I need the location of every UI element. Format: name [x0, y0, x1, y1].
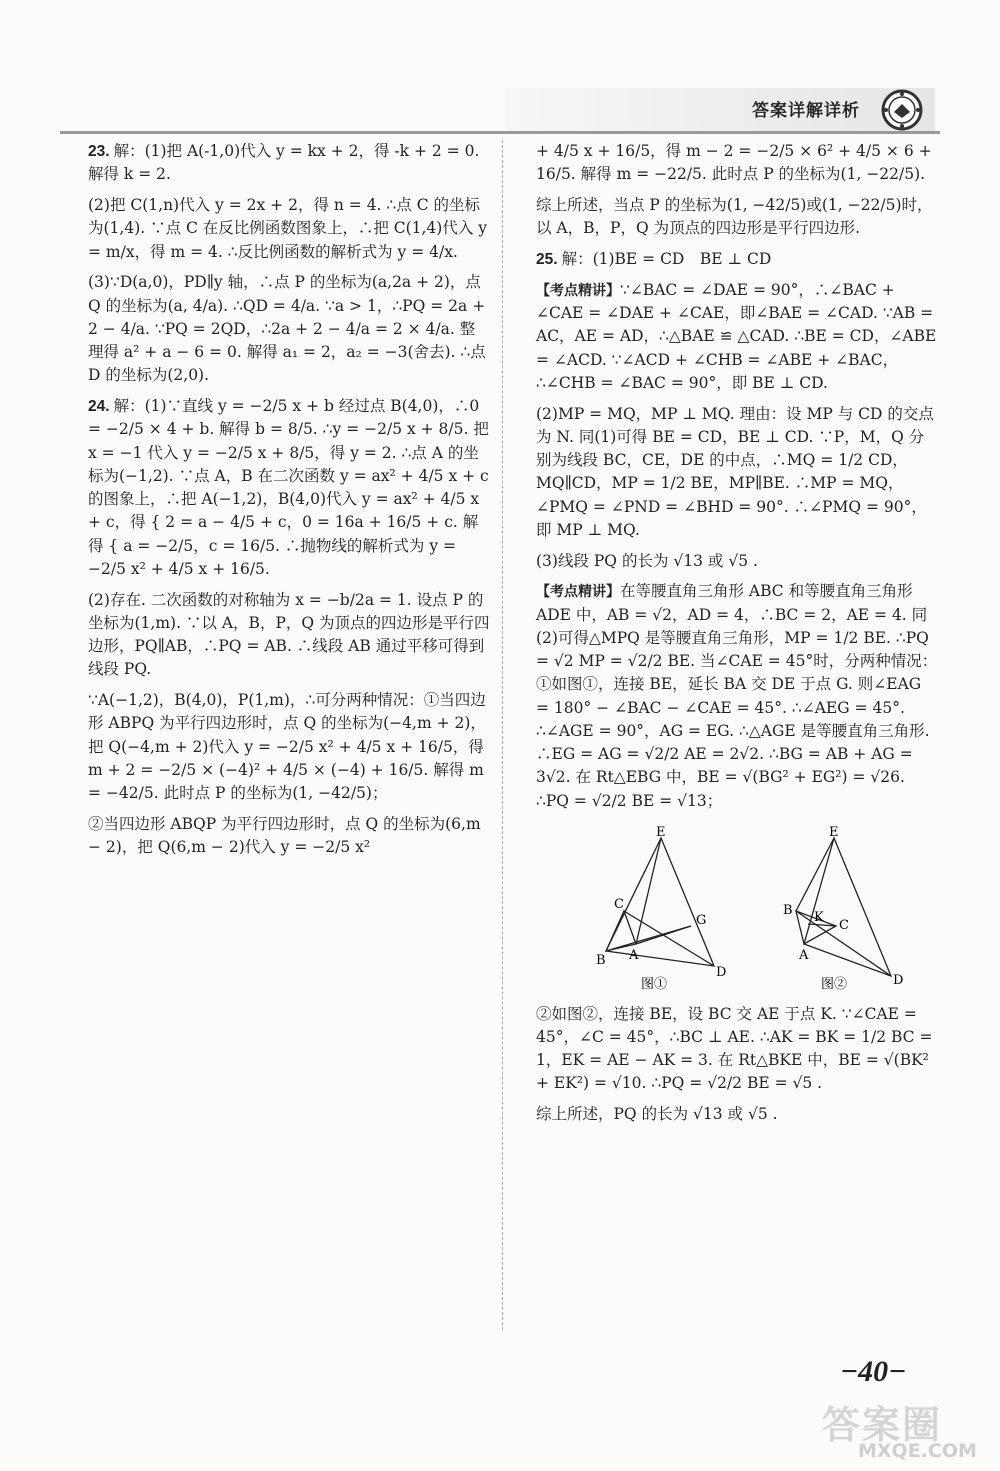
fig1-label-g: G	[696, 913, 707, 929]
header-band	[505, 88, 935, 132]
header-title: 答案详解详析	[752, 101, 860, 121]
fig1-label-c: C	[614, 897, 624, 913]
fig1-label-a: A	[629, 948, 639, 964]
q23-part3: (3)∵D(a,0)，PD∥y 轴，∴点 P 的坐标为(a,2a + 2)，点 Q 的坐标为(a, 4/a). ∴QD = 4/a. ∵a > 1，∴PQ = 2a + 2 − 4/a. ∵PQ = 2QD，∴2a + 2 − 4/a = 2 × 4/a. 整理得 a² + a − 6 = 0. 解得 a₁ = 2，a₂ = −3(舍去). ∴点 D 的坐标为(2,0).	[88, 273, 486, 385]
q24-case2-cont: + 4/5 x + 16/5，得 m − 2 = −2/5 × 6² + 4/5 × 6 + 16/5. 解得 m = −22/5. 此时点 P 的坐标为(1, −22/5).	[536, 142, 932, 184]
q23-part1: 23. 解：(1)把 A(-1,0)代入 y = kx + 2，得 -k + 2 = 0. 解得 k = 2.	[88, 142, 480, 184]
fig1-label-b: B	[596, 953, 606, 969]
fig2-label-d: D	[893, 973, 904, 989]
q24-conclusion: 综上所述，当点 P 的坐标为(1, −42/5)或(1, −22/5)时，以 A，B，P，Q 为顶点的四边形是平行四边形.	[536, 196, 933, 238]
fig2-label-e: E	[829, 826, 839, 841]
q25-part3: (3)线段 PQ 的长为 √13 或 √5 .	[536, 551, 758, 570]
q24-part2: (2)存在. 二次函数的对称轴为 x = −b/2a = 1. 设点 P 的坐标为(1,m). ∵以 A，B，P，Q 为顶点的四边形是平行四边形，PQ∥AB，∴PQ = AB. ∴线段 AB 通过平移可得到线段 PQ.	[88, 590, 490, 679]
fig2-label-c: C	[839, 918, 849, 934]
fig2-label-b: B	[783, 903, 793, 919]
fig2-label-a: A	[799, 948, 809, 964]
q25-case2: ②如图②，连接 BE，设 BC 交 AE 于点 K. ∵∠CAE = 45°，∠C = 45°，∴BC ⊥ AE. ∴AK = BK = 1/2 BC = 1，EK = AE − AK = 3. 在 Rt△BKE 中，BE = √(BK² + EK²) = √10. ∴PQ = √2/2 BE = √5 .	[536, 1004, 933, 1093]
q25-conclusion: 综上所述，PQ 的长为 √13 或 √5 .	[536, 1105, 778, 1123]
page-number: −40−	[840, 1355, 907, 1388]
fig1-caption: 图①	[641, 977, 668, 992]
watermark-url: MXQE.COM	[858, 1440, 977, 1462]
q24-part1: 24. 解：(1)∵直线 y = −2/5 x + b 经过点 B(4,0)，∴0 = −2/5 × 4 + b. 解得 b = 8/5. ∴y = −2/5 x + 8/5. 把 x = −1 代入 y = −2/5 x + 8/5，得 y = 2. ∴点 A 的坐标为(−1,2). ∵点 A，B 在二次函数 y = ax² + 4/5 x + c 的图象上，∴把 A(−1,2)，B(4,0)代入 y = ax² + 4/5 x + c，得 { 2 = a − 4/5 + c，0 = 16a + 16/5 + c. 解得 { a = −2/5，c = 16/5. ∴抛物线的解析式为 y = −2/5 x² + 4/5 x + 16/5.	[88, 397, 489, 578]
q24-case2: ②当四边形 ABQP 为平行四边形时，点 Q 的坐标为(6,m − 2)，把 Q(6,m − 2)代入 y = −2/5 x²	[88, 814, 481, 856]
header-rule	[60, 131, 940, 134]
column-divider	[502, 140, 503, 1330]
fig2-label-k: K	[814, 910, 824, 926]
q25-part1: 25. 解：(1)BE = CD BE ⊥ CD	[536, 250, 772, 268]
right-column	[536, 140, 938, 1134]
geometry-figures	[596, 826, 916, 991]
fig1-label-e: E	[656, 826, 666, 841]
fig1-label-d: D	[716, 965, 727, 981]
q25-key-point-1: 【考点精讲】∵∠BAC = ∠DAE = 90°，∴∠BAC + ∠CAE = ∠DAE + ∠CAE，即∠BAE = ∠CAD. ∵AB = AC，AE = AD，∴△BAE ≌ △CAD. ∴BE = CD，∠ABE = ∠ACD. ∵∠ACD + ∠CHB = ∠ABE + ∠BAC，∴∠CHB = ∠BAC = 90°，即 BE ⊥ CD.	[536, 280, 937, 392]
q23-part2: (2)把 C(1,n)代入 y = 2x + 2，得 n = 4. ∴点 C 的坐标为(1,4). ∵点 C 在反比例函数图象上，∴把 C(1,4)代入 y = m/x，得 m = 4. ∴反比例函数的解析式为 y = 4/x.	[88, 196, 488, 261]
watermark-logo: 答案圈	[822, 1403, 943, 1447]
q25-part2: (2)MP = MQ，MP ⊥ MQ. 理由：设 MP 与 CD 的交点为 N. 同(1)可得 BE = CD，BE ⊥ CD. ∵P，M，Q 分别为线段 BC，CE，DE 的中点，∴MQ = 1/2 CD，MQ∥CD，MP = 1/2 BE，MP∥BE. ∴MP = MQ，∠PMQ = ∠PND = ∠BHD = 90°. ∴∠PMQ = 90°，即 MP ⊥ MQ.	[536, 404, 934, 539]
book-logo-icon	[880, 88, 924, 132]
fig2-caption: 图②	[821, 977, 848, 992]
q24-case1: ∵A(−1,2)，B(4,0)，P(1,m)，∴可分两种情况：①当四边形 ABPQ 为平行四边形时，点 Q 的坐标为(−4,m + 2)，把 Q(−4,m + 2)代入 y = −2/5 x² + 4/5 x + 16/5，得 m + 2 = −2/5 × (−4)² + 4/5 × (−4) + 16/5. 解得 m = −42/5. 此时点 P 的坐标为(1, −42/5)；	[88, 691, 486, 802]
figure-2	[796, 838, 891, 976]
q25-key-point-2: 【考点精讲】在等腰直角三角形 ABC 和等腰直角三角形 ADE 中，AB = √2，AD = 4，∴BC = 2，AE = 4. 同(2)可得△MPQ 是等腰直角三角形，MP = 1/2 BE. ∴PQ = √2 MP = √2/2 BE. 当∠CAE = 45°时，分两种情况：①如图①，连接 BE，延长 BA 交 DE 于点 G. 则∠EAG = 180° − ∠BAC − ∠CAE = 45°. ∴∠AEG = 45°. ∴∠AGE = 90°，AG = EG. ∴△AGE 是等腰直角三角形. ∴EG = AG = √2/2 AE = 2√2. ∴BG = AB + AG = 3√2. 在 Rt△EBG 中，BE = √(BG² + EG²) = √26. ∴PQ = √2/2 BE = √13；	[536, 582, 938, 810]
left-column	[88, 140, 490, 867]
